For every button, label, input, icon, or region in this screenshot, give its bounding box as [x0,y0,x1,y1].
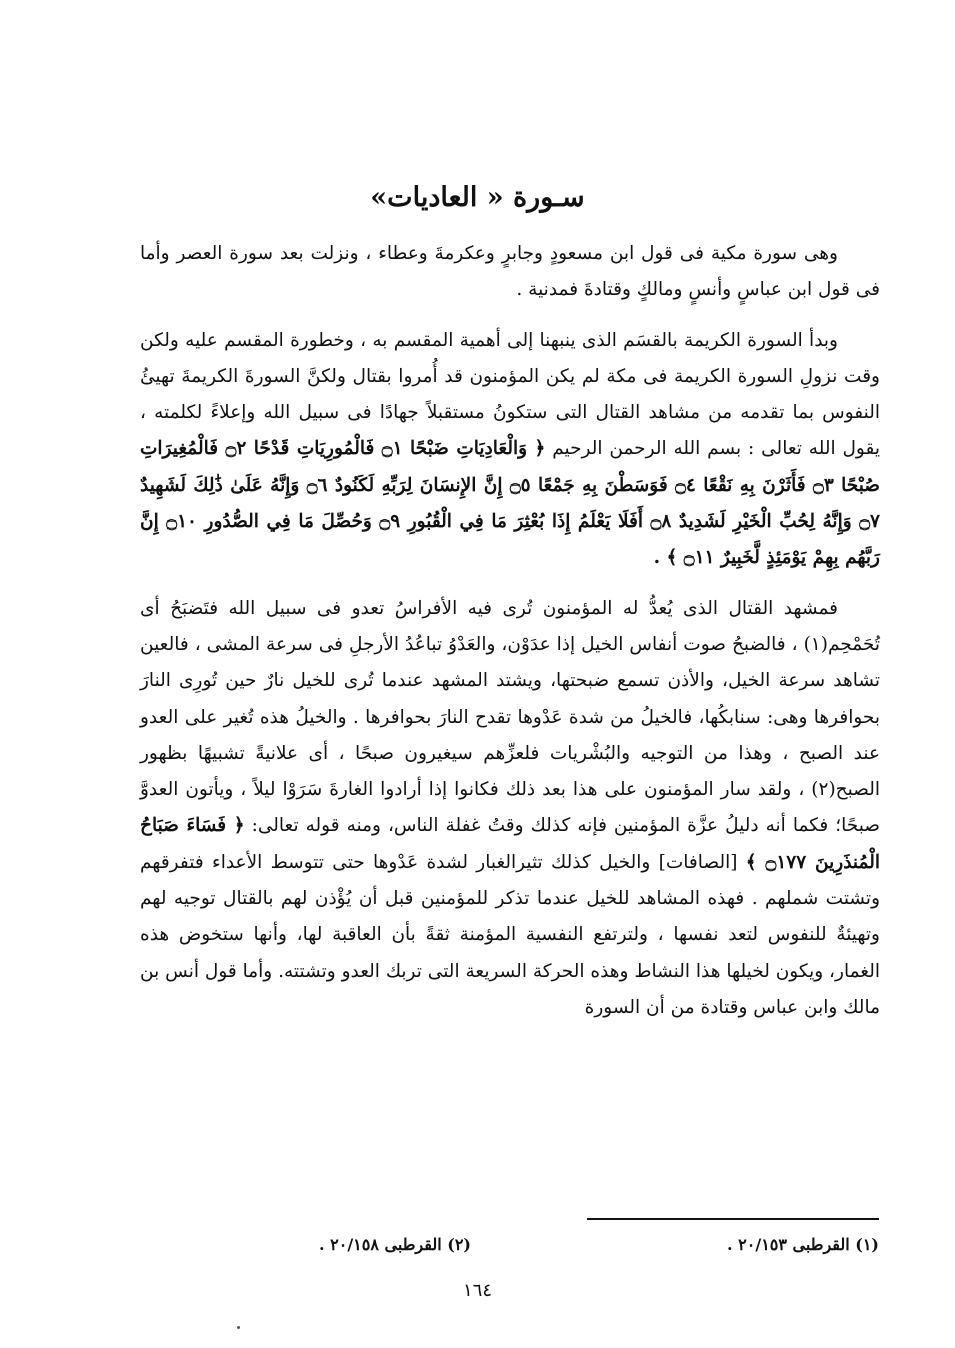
surah-title: سـورة « العاديات» [370,182,585,213]
quran-verses: ﴿ وَالْعَادِيَاتِ ضَبْحًا ۝١ فَالْمُورِيَاتِ قَدْحًا ۝٢ فَالْمُغِيرَاتِ صُبْحًا ۝٣ فَأَثَرْنَ بِهِ نَقْعًا ۝٤ فَوَسَطْنَ بِهِ جَمْعًا ۝٥ إِنَّ الإِنسَانَ لِرَبِّهِ لَكَنُودٌ ۝٦ وَإِنَّهُ عَلَىٰ ذَٰلِكَ لَشَهِيدٌ ۝٧ وَإِنَّهُ لِحُبِّ الْخَيْرِ لَشَدِيدٌ ۝٨ أَفَلَا يَعْلَمُ إِذَا بُعْثِرَ مَا فِي الْقُبُورِ ۝٩ وَحُصِّلَ مَا فِي الصُّدُورِ ۝١٠ إِنَّ رَبَّهُم بِهِمْ يَوْمَئِذٍ لَّخَبِيرٌ ۝١١ ﴾ . [140,438,881,569]
context-paragraph [140,323,880,577]
footnote-1: (١) القرطبى ٢٠/١٥٣ . [727,1235,879,1254]
page-number: ١٦٤ [462,1280,492,1301]
quoted-verse: ﴿ فَسَاءَ صَبَاحُ الْمُنذَرِينَ ۝١٧٧ ﴾ [140,815,880,873]
commentary-text: فمشهد القتال الذى يُعدُّ له المؤمنون تُرى فيه الأفراسُ تعدو فى سبيل الله فتَضبَحُ أى تُحَمْحِم(١) ، فالضبحُ صوت أنفاس الخيل إذا عدَوْن، والعَدْوُ تباعُدُ الأرجلِ فى سرعة المشى ، فالعين تشاهد سرعة الخيل، والأذن تسمع ضبحتها، ويشتد المشهد عندما تُرى للخيل نارٌ حين تُورِى النارَ بحوافرها وهى: سنابكُها، فالخيلُ من شدة عَدْوها تقدح النارَ بحوافرها . والخيلُ هذه تُغير على العدو عند الصبح ، وهذا من التوجيه والبُشْريات فلعزِّهم سيغيرون صبحًا ، أى علانيةً تشبيهًا بظهور الصبح(٢) ، ولقد سار المؤمنون على هذا بعد ذلك فكانوا إذا أرادوا الغارةَ سَرَوْا ليلاً ، ويأتون العدوَّ صبحًا؛ فكما أنه دليلُ عزَّة المؤمنين فإنه كذلك وقتُ غفلة الناس، ومنه قوله تعالى: [140,597,880,837]
body-text [140,236,880,1026]
quote-reference: [الصافات] [658,851,738,873]
footnote-divider [587,1218,879,1220]
commentary-paragraph [140,591,880,1027]
commentary-continuation: والخيل كذلك تثيرالغبار لشدة عَدْوها حتى تتوسط الأعداء فتفرقهم وتشتت شملهم . فهذه المشاهد للخيل عندما تذكر للمؤمنين قبل أن يُؤْذن لهم بالقتال توجيه لهم وتهيئةٌ للنفوس لتعد نفسها ، ولترتفع النفسية المؤمنة ثقةً بأن العاقبة لها، وأنها ستخوض هذه الغمار، ويكون لخيلها هذا النشاط وهذه الحركة السريعة التى تربك العدو وتشتته. وأما قول أنس بن مالك وابن عباس وقتادة من أن السورة [140,851,880,1018]
footnotes [319,1232,879,1258]
footnote-2: (٢) القرطبى ٢٠/١٥٨ . [319,1235,471,1254]
scan-speck [237,1326,240,1329]
context-text: وبدأ السورة الكريمة بالقسَم الذى ينبهنا إلى أهمية المقسم به ، وخطورة المقسم عليه ولكن وقت نزولِ السورة الكريمة فى مكة لم يكن المؤمنون قد أُمروا بقتال ولكنَّ السورةَ الكريمةَ تهيئُ النفوس بما تقدمه من مشاهد القتال التى ستكونُ مستقبلاً جهادًا فى سبيل الله وإعلاءً لكلمته ، يقول الله تعالى : بسم الله الرحمن الرحيم [140,329,880,460]
intro-paragraph: وهى سورة مكية فى قول ابن مسعودٍ وجابرٍ وعكرمةَ وعطاء ، ونزلت بعد سورة العصر وأما فى قول ابن عباسٍ وأنسٍ ومالكٍ وقتادةَ فمدنية . [140,243,880,301]
